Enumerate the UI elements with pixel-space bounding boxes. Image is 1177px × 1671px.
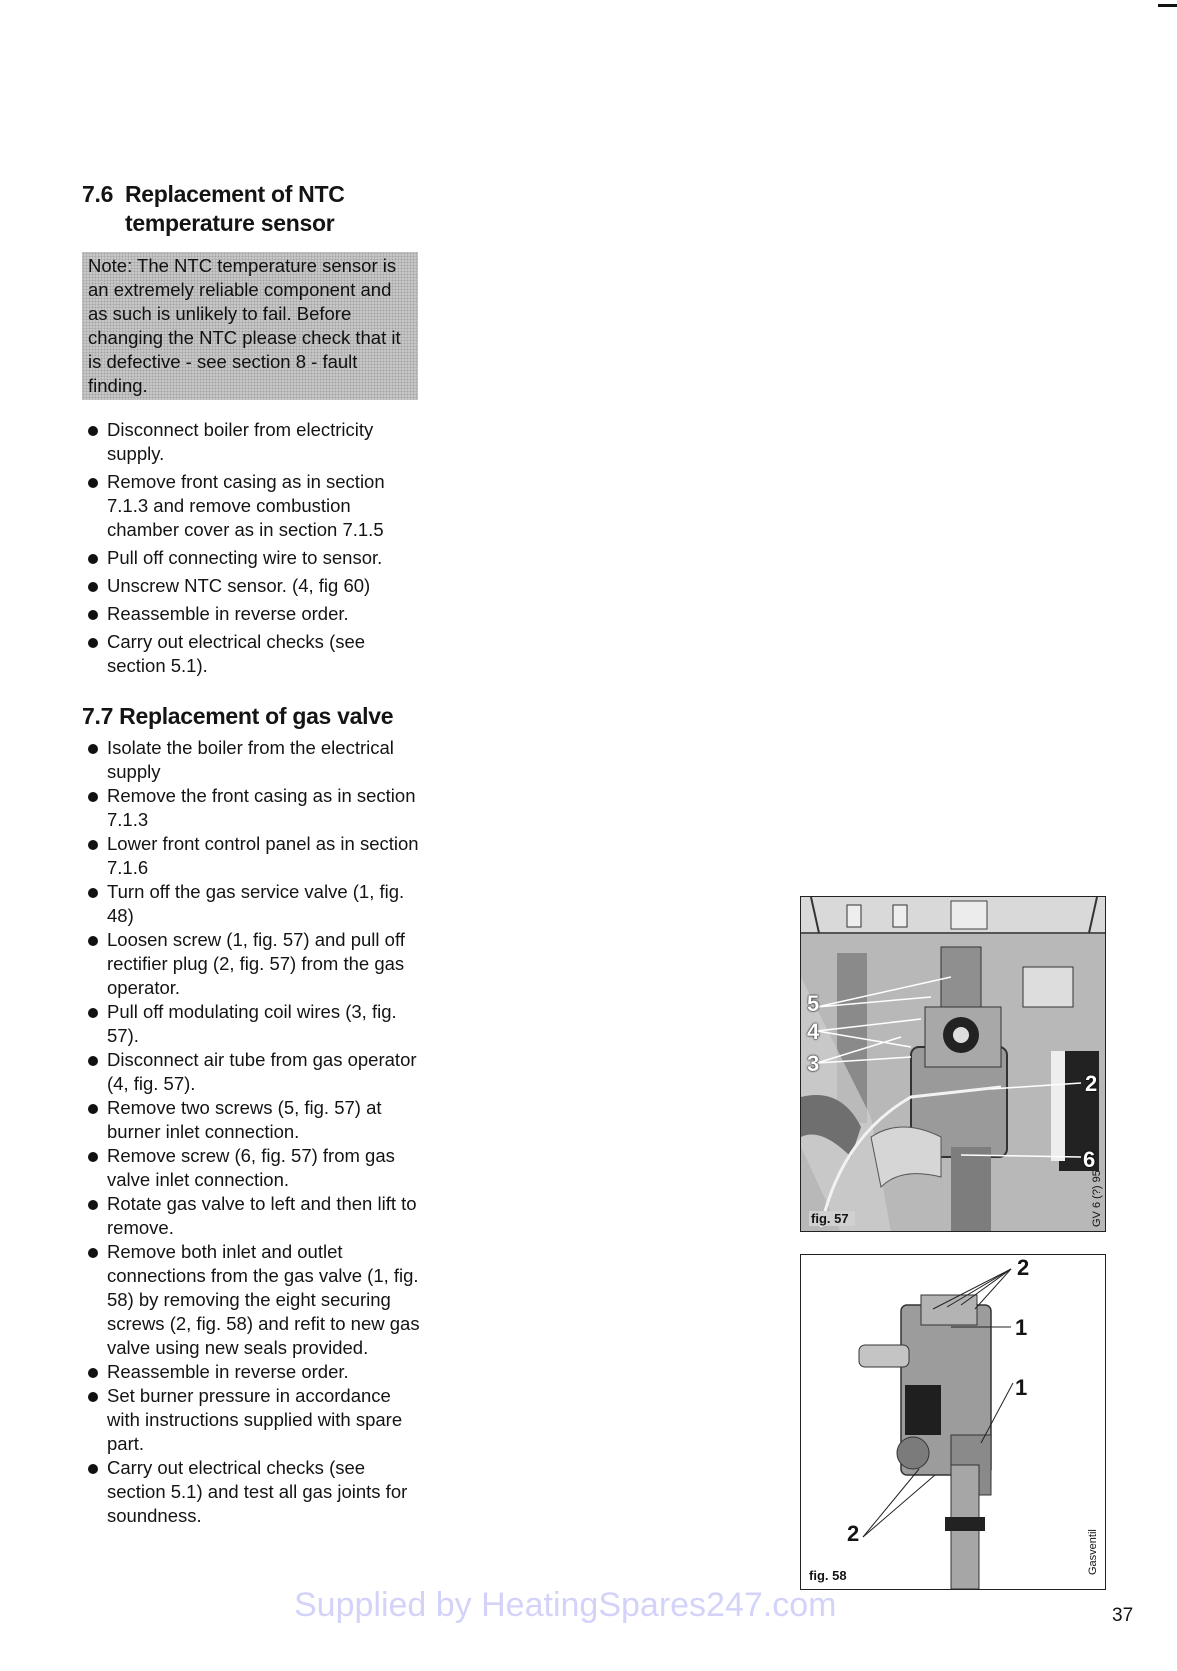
step-7-7-12: Reassemble in reverse order.: [82, 1360, 427, 1384]
gas-valve-photo-illustration: [801, 897, 1106, 1232]
step-7-7-7: Disconnect air tube from gas operator (4, fig. 57).: [82, 1048, 427, 1096]
step-7-7-14: Carry out electrical checks (see section 5.1) and test all gas joints for soundness.: [82, 1456, 427, 1528]
callout-fig58-2-top: 2: [1017, 1255, 1030, 1280]
step-7-6-6: Carry out electrical checks (see section 5.1).: [82, 630, 422, 678]
callout-5: 5: [807, 991, 820, 1016]
step-7-7-10: Rotate gas valve to left and then lift to remove.: [82, 1192, 427, 1240]
step-7-6-5: Reassemble in reverse order.: [82, 602, 422, 626]
callout-6: 6: [1083, 1147, 1096, 1172]
step-7-7-5: Loosen screw (1, fig. 57) and pull off rectifier plug (2, fig. 57) from the gas operator.: [82, 928, 427, 1000]
callout-fig58-1-lower: 1: [1015, 1375, 1028, 1400]
figure-57-photo: [800, 896, 1106, 1232]
page-number: 37: [1112, 1605, 1134, 1626]
step-7-7-1: Isolate the boiler from the electrical supply: [82, 736, 427, 784]
callout-fig58-1-upper: 1: [1015, 1315, 1028, 1340]
section-7-7-heading: 7.7 Replacement of gas valve: [82, 703, 394, 729]
step-7-6-3: Pull off connecting wire to sensor.: [82, 546, 422, 570]
callout-3: 3: [807, 1051, 820, 1076]
figure-57-label: fig. 57: [809, 1211, 855, 1226]
figure-57-side-code: GV 6 (?) 95: [1091, 1170, 1103, 1227]
corner-crop-mark: [1158, 4, 1177, 7]
step-7-6-1: Disconnect boiler from electricity supply.: [82, 418, 422, 466]
figure-58-illustration: [800, 1254, 1106, 1590]
callout-2: 2: [1085, 1071, 1098, 1096]
section-7-6-title-line2: temperature sensor: [125, 210, 335, 236]
ntc-note-box: Note: The NTC temperature sensor is an extremely reliable component and as such is unlikely to fail. Before changing the NTC please check that it is defective - see section 8 - fault finding.: [82, 252, 418, 400]
section-7-6-heading: [82, 180, 345, 238]
section-7-7-steps: [82, 736, 427, 1528]
section-7-6-title-line1: Replacement of NTC: [125, 181, 345, 207]
callout-fig58-2-bottom: 2: [847, 1521, 860, 1546]
step-7-6-4: Unscrew NTC sensor. (4, fig 60): [82, 574, 422, 598]
step-7-7-8: Remove two screws (5, fig. 57) at burner inlet connection.: [82, 1096, 427, 1144]
step-7-7-13: Set burner pressure in accordance with instructions supplied with spare part.: [82, 1384, 427, 1456]
step-7-7-11: Remove both inlet and outlet connections from the gas valve (1, fig. 58) by removing the eight securing screws (2, fig. 58) and refit to new gas valve using new seals provided.: [82, 1240, 427, 1360]
step-7-6-2: Remove front casing as in section 7.1.3 and remove combustion chamber cover as in section 7.1.5: [82, 470, 422, 542]
figure-58-side-code: Gasventil: [1087, 1529, 1099, 1575]
callout-4: 4: [807, 1019, 820, 1044]
figure-58-label: fig. 58: [809, 1568, 847, 1583]
step-7-7-3: Lower front control panel as in section 7.1.6: [82, 832, 427, 880]
supplier-watermark: Supplied by HeatingSpares247.com: [294, 1586, 837, 1624]
section-7-6-number: 7.6: [82, 181, 114, 207]
step-7-7-2: Remove the front casing as in section 7.1.3: [82, 784, 427, 832]
step-7-7-4: Turn off the gas service valve (1, fig. 48): [82, 880, 427, 928]
section-7-6-steps: [82, 418, 422, 682]
step-7-7-6: Pull off modulating coil wires (3, fig. 57).: [82, 1000, 427, 1048]
step-7-7-9: Remove screw (6, fig. 57) from gas valve inlet connection.: [82, 1144, 427, 1192]
